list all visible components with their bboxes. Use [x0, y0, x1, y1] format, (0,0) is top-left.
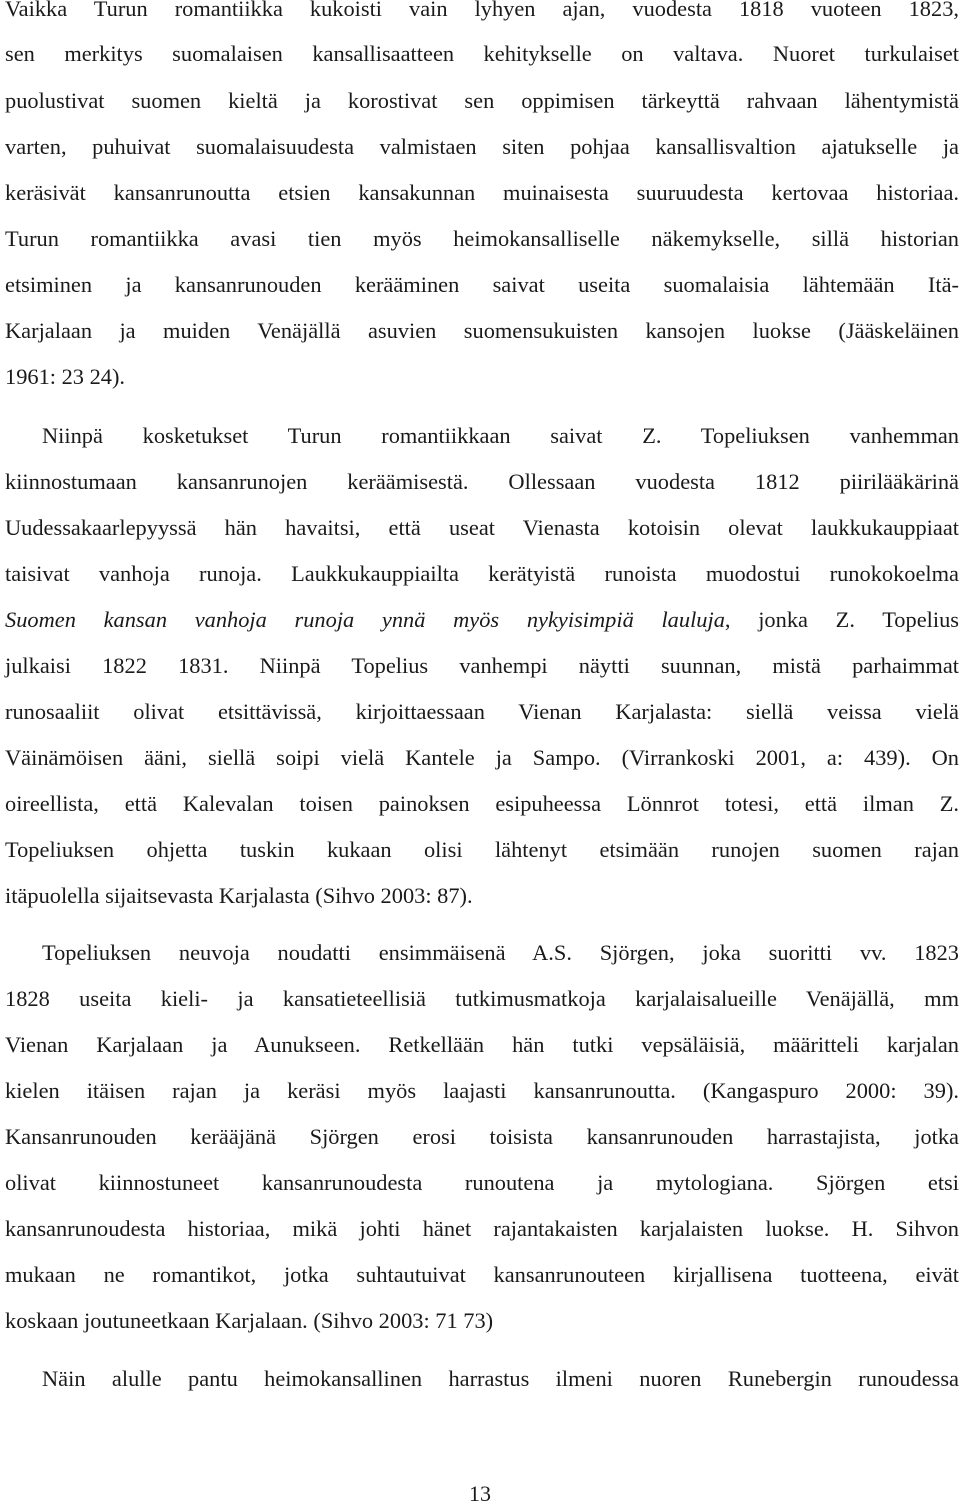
text-span: , jonka Z. Topelius	[724, 607, 959, 632]
text-line: Topeliuksen neuvoja noudatti ensimmäisenä A.S. Sjörgen, joka suoritti vv. 1823	[42, 940, 959, 965]
text-line: 1828 useita kieli- ja kansatieteellisiä tutkimusmatkoja karjalaisalueille Venäjällä, mm	[5, 986, 959, 1011]
text-line: Vaikka Turun romantiikka kukoisti vain lyhyen ajan, vuodesta 1818 vuoteen 1823,	[5, 0, 959, 21]
text-line: runosaaliit olivat etsittävissä, kirjoittaessaan Vienan Karjalasta: siellä veissa vielä	[5, 699, 959, 724]
text-line: kielen itäisen rajan ja keräsi myös laajasti kansanrunoutta. (Kangaspuro 2000: 39).	[5, 1078, 959, 1103]
text-line: Turun romantiikka avasi tien myös heimokansalliselle näkemykselle, sillä historian	[5, 226, 959, 251]
text-line: Kansanrunouden kerääjänä Sjörgen erosi toisista kansanrunouden harrastajista, jotka	[5, 1124, 959, 1149]
text-line: varten, puhuivat suomalaisuudesta valmistaen siten pohjaa kansallisvaltion ajatukselle ja	[5, 134, 959, 159]
text-line: taisivat vanhoja runoja. Laukkukauppiailta kerätyistä runoista muodostui runokokoelma	[5, 561, 959, 586]
book-title: Suomen kansan vanhoja runoja ynnä myös nykyisimpiä lauluja	[5, 607, 725, 632]
text-line: kansanrunoudesta historiaa, mikä johti hänet rajantakaisten karjalaisten luokse. H. Sihvon	[5, 1216, 959, 1241]
text-line: Näin alulle pantu heimokansallinen harrastus ilmeni nuoren Runebergin runoudessa	[42, 1366, 959, 1391]
page-number: 13	[469, 1481, 491, 1506]
text-line: koskaan joutuneetkaan Karjalaan. (Sihvo 2003: 71 73)	[5, 1308, 494, 1333]
text-line: Väinämöisen ääni, siellä soipi vielä Kantele ja Sampo. (Virrankoski 2001, a: 439). On	[5, 745, 959, 770]
text-line: 1961: 23 24).	[5, 364, 126, 389]
text-line: etsiminen ja kansanrunouden kerääminen saivat useita suomalaisia lähtemään Itä-	[5, 272, 959, 297]
text-line: Topeliuksen ohjetta tuskin kukaan olisi lähtenyt etsimään runojen suomen rajan	[5, 837, 959, 862]
text-line: Niinpä kosketukset Turun romantiikkaan saivat Z. Topeliuksen vanhemman	[42, 423, 959, 448]
text-line	[5, 605, 959, 635]
text-line: kiinnostumaan kansanrunojen keräämisestä. Ollessaan vuodesta 1812 piirilääkärinä	[5, 469, 959, 494]
text-line: Karjalaan ja muiden Venäjällä asuvien suomensukuisten kansojen luokse (Jääskeläinen	[5, 318, 959, 343]
text-line: Vienan Karjalaan ja Aunukseen. Retkellään hän tutki vepsäläisiä, määritteli karjalan	[5, 1032, 959, 1057]
text-line: oireellista, että Kalevalan toisen painoksen esipuheessa Lönnrot totesi, että ilman Z.	[5, 791, 959, 816]
text-line: mukaan ne romantikot, jotka suhtautuivat kansanrunouteen kirjallisena tuotteena, eivät	[5, 1262, 959, 1287]
text-line: keräsivät kansanrunoutta etsien kansakunnan muinaisesta suuruudesta kertovaa historiaa.	[5, 180, 959, 205]
text-line: sen merkitys suomalaisen kansallisaatteen kehitykselle on valtava. Nuoret turkulaiset	[5, 41, 959, 66]
text-line: puolustivat suomen kieltä ja korostivat sen oppimisen tärkeyttä rahvaan lähentymistä	[5, 88, 959, 113]
text-line: Uudessakaarlepyyssä hän havaitsi, että useat Vienasta kotoisin olevat laukkukauppiaat	[5, 515, 959, 540]
text-line: olivat kiinnostuneet kansanrunoudesta runoutena ja mytologiana. Sjörgen etsi	[5, 1170, 959, 1195]
text-line: itäpuolella sijaitsevasta Karjalasta (Sihvo 2003: 87).	[5, 883, 473, 908]
text-line: julkaisi 1822 1831. Niinpä Topelius vanhempi näytti suunnan, mistä parhaimmat	[5, 653, 959, 678]
